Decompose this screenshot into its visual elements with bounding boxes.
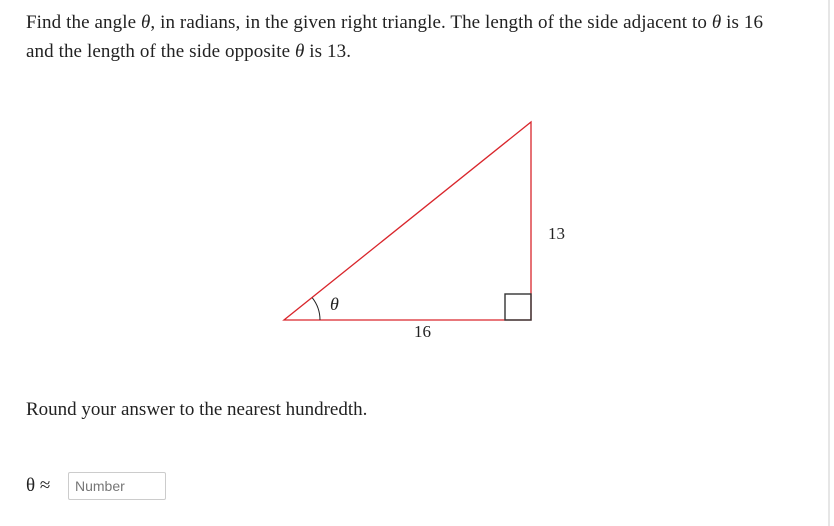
rounding-instruction: Round your answer to the nearest hundredth.: [26, 399, 368, 420]
right-angle-marker: [505, 294, 531, 320]
answer-row: [26, 471, 166, 501]
answer-number-input[interactable]: [68, 472, 166, 500]
question-text-part: , in radians, in the given right triangle. The length of the side adjacent to: [150, 12, 712, 33]
theta-symbol: θ: [711, 12, 722, 33]
question-text-part: and the length of the side opposite: [26, 41, 296, 62]
question-text-part: is 16: [721, 12, 764, 33]
triangle-outline: [284, 122, 531, 320]
theta-symbol: θ: [140, 12, 151, 33]
question-text-part: Find the angle: [26, 12, 141, 33]
theta-symbol: θ: [295, 41, 305, 62]
question-text-part: is 13.: [304, 41, 352, 62]
angle-theta-label: θ: [330, 294, 339, 314]
angle-arc: [312, 298, 320, 320]
adjacent-side-label: 16: [414, 322, 431, 341]
opposite-side-label: 13: [548, 224, 565, 243]
theta-approx-label: θ ≈: [26, 475, 51, 496]
